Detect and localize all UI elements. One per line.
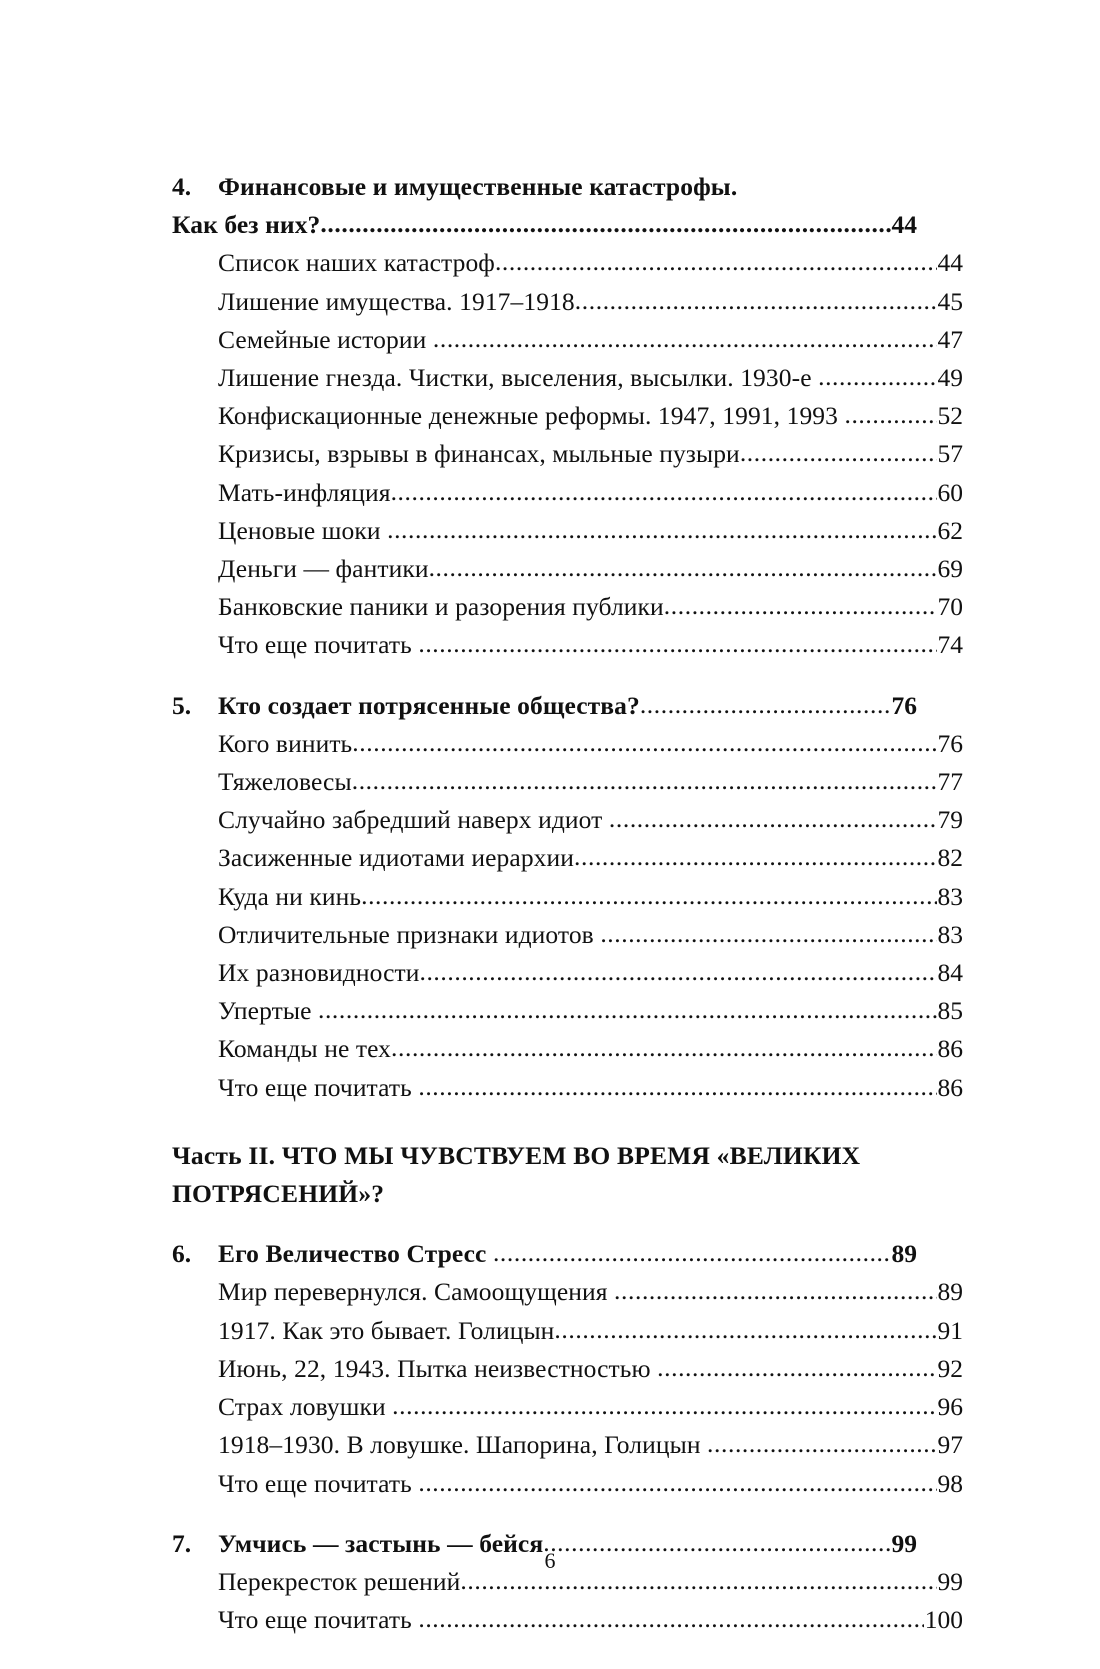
entry-title: Команды не тех: [218, 1034, 392, 1064]
dot-leader: [740, 434, 937, 472]
entry-page-number: 85: [937, 996, 963, 1026]
entry-title: Засиженные идиотами иерархии: [218, 843, 575, 873]
entry-page-number: 62: [937, 515, 963, 545]
entry-title: Мать-инфляция: [218, 477, 391, 507]
chapter-number: 5.: [172, 690, 192, 720]
table-of-contents: [172, 168, 963, 1639]
entry-title: Что еще почитать: [218, 1605, 412, 1635]
entry-title: Список наших катастроф: [218, 248, 495, 278]
entry-page-number: 92: [937, 1353, 963, 1383]
dot-leader: [844, 396, 936, 434]
part-heading: Часть II. ЧТО МЫ ЧУВСТВУЕМ ВО ВРЕМЯ «ВЕЛИКИХ ПОТРЯСЕНИЙ»?: [172, 1140, 861, 1209]
toc-entry-section[interactable]: [172, 359, 963, 397]
entry-page-number: 44: [891, 210, 917, 240]
entry-page-number: 76: [891, 690, 917, 720]
entry-title: Что еще почитать: [218, 1072, 412, 1102]
toc-entry-section[interactable]: [172, 725, 963, 763]
entry-title: Куда ни кинь: [218, 881, 362, 911]
entry-title: Кто создает потрясенные общества?: [218, 690, 640, 720]
dot-leader: [707, 1425, 936, 1463]
entry-page-number: 47: [937, 324, 963, 354]
toc-entry-section[interactable]: [172, 321, 963, 359]
entry-title: Кого винить: [218, 728, 353, 758]
entry-page-number: 45: [937, 286, 963, 316]
entry-page-number: 60: [937, 477, 963, 507]
chapter-number: 6.: [172, 1239, 192, 1269]
entry-page-number: 99: [891, 1528, 917, 1558]
dot-leader: [493, 1234, 891, 1272]
toc-entry-section[interactable]: [172, 244, 963, 282]
toc-entry-section[interactable]: [172, 801, 963, 839]
entry-title: 1918–1930. В ловушке. Шапорина, Голицын: [218, 1430, 701, 1460]
toc-entry-section[interactable]: [172, 1350, 963, 1388]
dot-leader: [418, 1600, 923, 1638]
toc-entry-section[interactable]: [172, 1465, 963, 1503]
dot-leader: [818, 358, 936, 396]
dot-leader: [352, 724, 936, 762]
entry-page-number: 84: [937, 958, 963, 988]
entry-title: Конфискационные денежные реформы. 1947, 1991, 1993: [218, 401, 838, 431]
toc-entry-section[interactable]: [172, 588, 963, 626]
entry-title: Что еще почитать: [218, 630, 412, 660]
entry-page-number: 86: [937, 1034, 963, 1064]
entry-title: Ценовые шоки: [218, 515, 381, 545]
vertical-spacer: [172, 665, 917, 687]
entry-title: Его Величество Стресс: [218, 1239, 487, 1269]
chapter-number: 4.: [172, 172, 192, 201]
entry-page-number: 52: [937, 401, 963, 431]
dot-leader: [418, 625, 936, 663]
toc-entry-section[interactable]: [172, 1069, 963, 1107]
entry-page-number: 86: [937, 1072, 963, 1102]
toc-entry-section[interactable]: [172, 878, 963, 916]
dot-leader: [614, 1272, 936, 1310]
entry-page-number: 49: [937, 363, 963, 393]
dot-leader: [433, 320, 937, 358]
toc-entry-section[interactable]: [172, 1601, 963, 1639]
dot-leader: [392, 1387, 936, 1425]
entry-title: Отличительные признаки идиотов: [218, 919, 594, 949]
dot-leader: [664, 587, 937, 625]
entry-title: Семейные истории: [218, 324, 427, 354]
entry-title: 1917. Как это бывает. Голицын: [218, 1315, 555, 1345]
vertical-spacer: [172, 1107, 917, 1137]
entry-title: Лишение гнезда. Чистки, выселения, высылки. 1930-е: [218, 363, 812, 393]
entry-title: Деньги — фантики: [218, 554, 429, 584]
entry-page-number: 77: [937, 767, 963, 797]
dot-leader: [600, 915, 936, 953]
entry-page-number: 89: [891, 1239, 917, 1269]
entry-page-number: 57: [937, 439, 963, 469]
entry-page-number: 99: [937, 1566, 963, 1596]
entry-title: Финансовые и имущественные катастрофы.: [218, 172, 738, 201]
dot-leader: [574, 838, 936, 876]
dot-leader: [419, 953, 936, 991]
toc-entry-section[interactable]: [172, 992, 963, 1030]
toc-entry-section[interactable]: [172, 435, 963, 473]
toc-entry-section[interactable]: [172, 283, 963, 321]
chapter-number: 7.: [172, 1528, 192, 1558]
dot-leader: [657, 1349, 936, 1387]
dot-leader: [361, 877, 936, 915]
entry-title: Лишение имущества. 1917–1918: [218, 286, 575, 316]
dot-leader: [609, 800, 937, 838]
dot-leader: [575, 282, 937, 320]
entry-page-number: 79: [937, 805, 963, 835]
toc-entry-section[interactable]: [172, 550, 963, 588]
vertical-spacer: [172, 1213, 917, 1235]
entry-title: Мир перевернулся. Самоощущения: [218, 1277, 608, 1307]
entry-title: Страх ловушки: [218, 1392, 386, 1422]
toc-entry-section[interactable]: [172, 626, 963, 664]
toc-entry-section[interactable]: [172, 1388, 963, 1426]
entry-title: Упертые: [218, 996, 312, 1026]
toc-entry-section[interactable]: [172, 1426, 963, 1464]
dot-leader: [320, 205, 890, 243]
entry-page-number: 82: [937, 843, 963, 873]
entry-page-number: 69: [937, 554, 963, 584]
entry-page-number: 96: [937, 1392, 963, 1422]
dot-leader: [391, 473, 937, 511]
page-folio: 6: [544, 1548, 556, 1573]
toc-entry-section[interactable]: [172, 1273, 963, 1311]
toc-entry-chapter[interactable]: [172, 1235, 917, 1273]
entry-title: Их разновидности: [218, 958, 420, 988]
toc-entry-section[interactable]: [172, 1312, 963, 1350]
toc-entry-chapter[interactable]: [172, 687, 917, 725]
entry-title: Перекресток решений: [218, 1566, 461, 1596]
entry-title: Банковские паники и разорения публики: [218, 592, 664, 622]
dot-leader: [352, 762, 937, 800]
vertical-spacer: [172, 1503, 917, 1525]
dot-leader: [554, 1311, 936, 1349]
toc-entry-chapter[interactable]: [172, 168, 917, 206]
toc-entry-section[interactable]: [172, 512, 963, 550]
entry-page-number: 89: [937, 1277, 963, 1307]
entry-page-number: 70: [937, 592, 963, 622]
toc-entry-section[interactable]: [172, 474, 963, 512]
entry-title: Что еще почитать: [218, 1468, 412, 1498]
toc-entry-section[interactable]: [172, 839, 963, 877]
entry-page-number: 91: [937, 1315, 963, 1345]
toc-entry-section[interactable]: [172, 397, 963, 435]
dot-leader: [387, 511, 936, 549]
dot-leader: [391, 1029, 936, 1067]
entry-title: Как без них?: [172, 210, 321, 240]
entry-page-number: 76: [937, 728, 963, 758]
entry-title: Тяжеловесы: [218, 767, 352, 797]
toc-entry-section[interactable]: [172, 1030, 963, 1068]
entry-page-number: 44: [937, 248, 963, 278]
dot-leader: [640, 686, 891, 724]
entry-page-number: 74: [937, 630, 963, 660]
toc-entry-section[interactable]: [172, 763, 963, 801]
entry-page-number: 98: [937, 1468, 963, 1498]
dot-leader: [429, 549, 937, 587]
entry-page-number: 83: [937, 919, 963, 949]
entry-title: Кризисы, взрывы в финансах, мыльные пузыри: [218, 439, 740, 469]
dot-leader: [418, 1464, 936, 1502]
toc-entry-chapter-continued[interactable]: [172, 206, 917, 244]
dot-leader: [495, 243, 937, 281]
entry-title: Умчись — застынь — бейся: [218, 1528, 544, 1558]
entry-page-number: 100: [924, 1605, 963, 1635]
entry-title: Случайно забредший наверх идиот: [218, 805, 603, 835]
dot-leader: [418, 1068, 936, 1106]
entry-page-number: 97: [937, 1430, 963, 1460]
entry-page-number: 83: [937, 881, 963, 911]
toc-entry-section[interactable]: [172, 954, 963, 992]
dot-leader: [318, 991, 937, 1029]
toc-entry-section[interactable]: [172, 916, 963, 954]
entry-title: Июнь, 22, 1943. Пытка неизвестностью: [218, 1353, 651, 1383]
